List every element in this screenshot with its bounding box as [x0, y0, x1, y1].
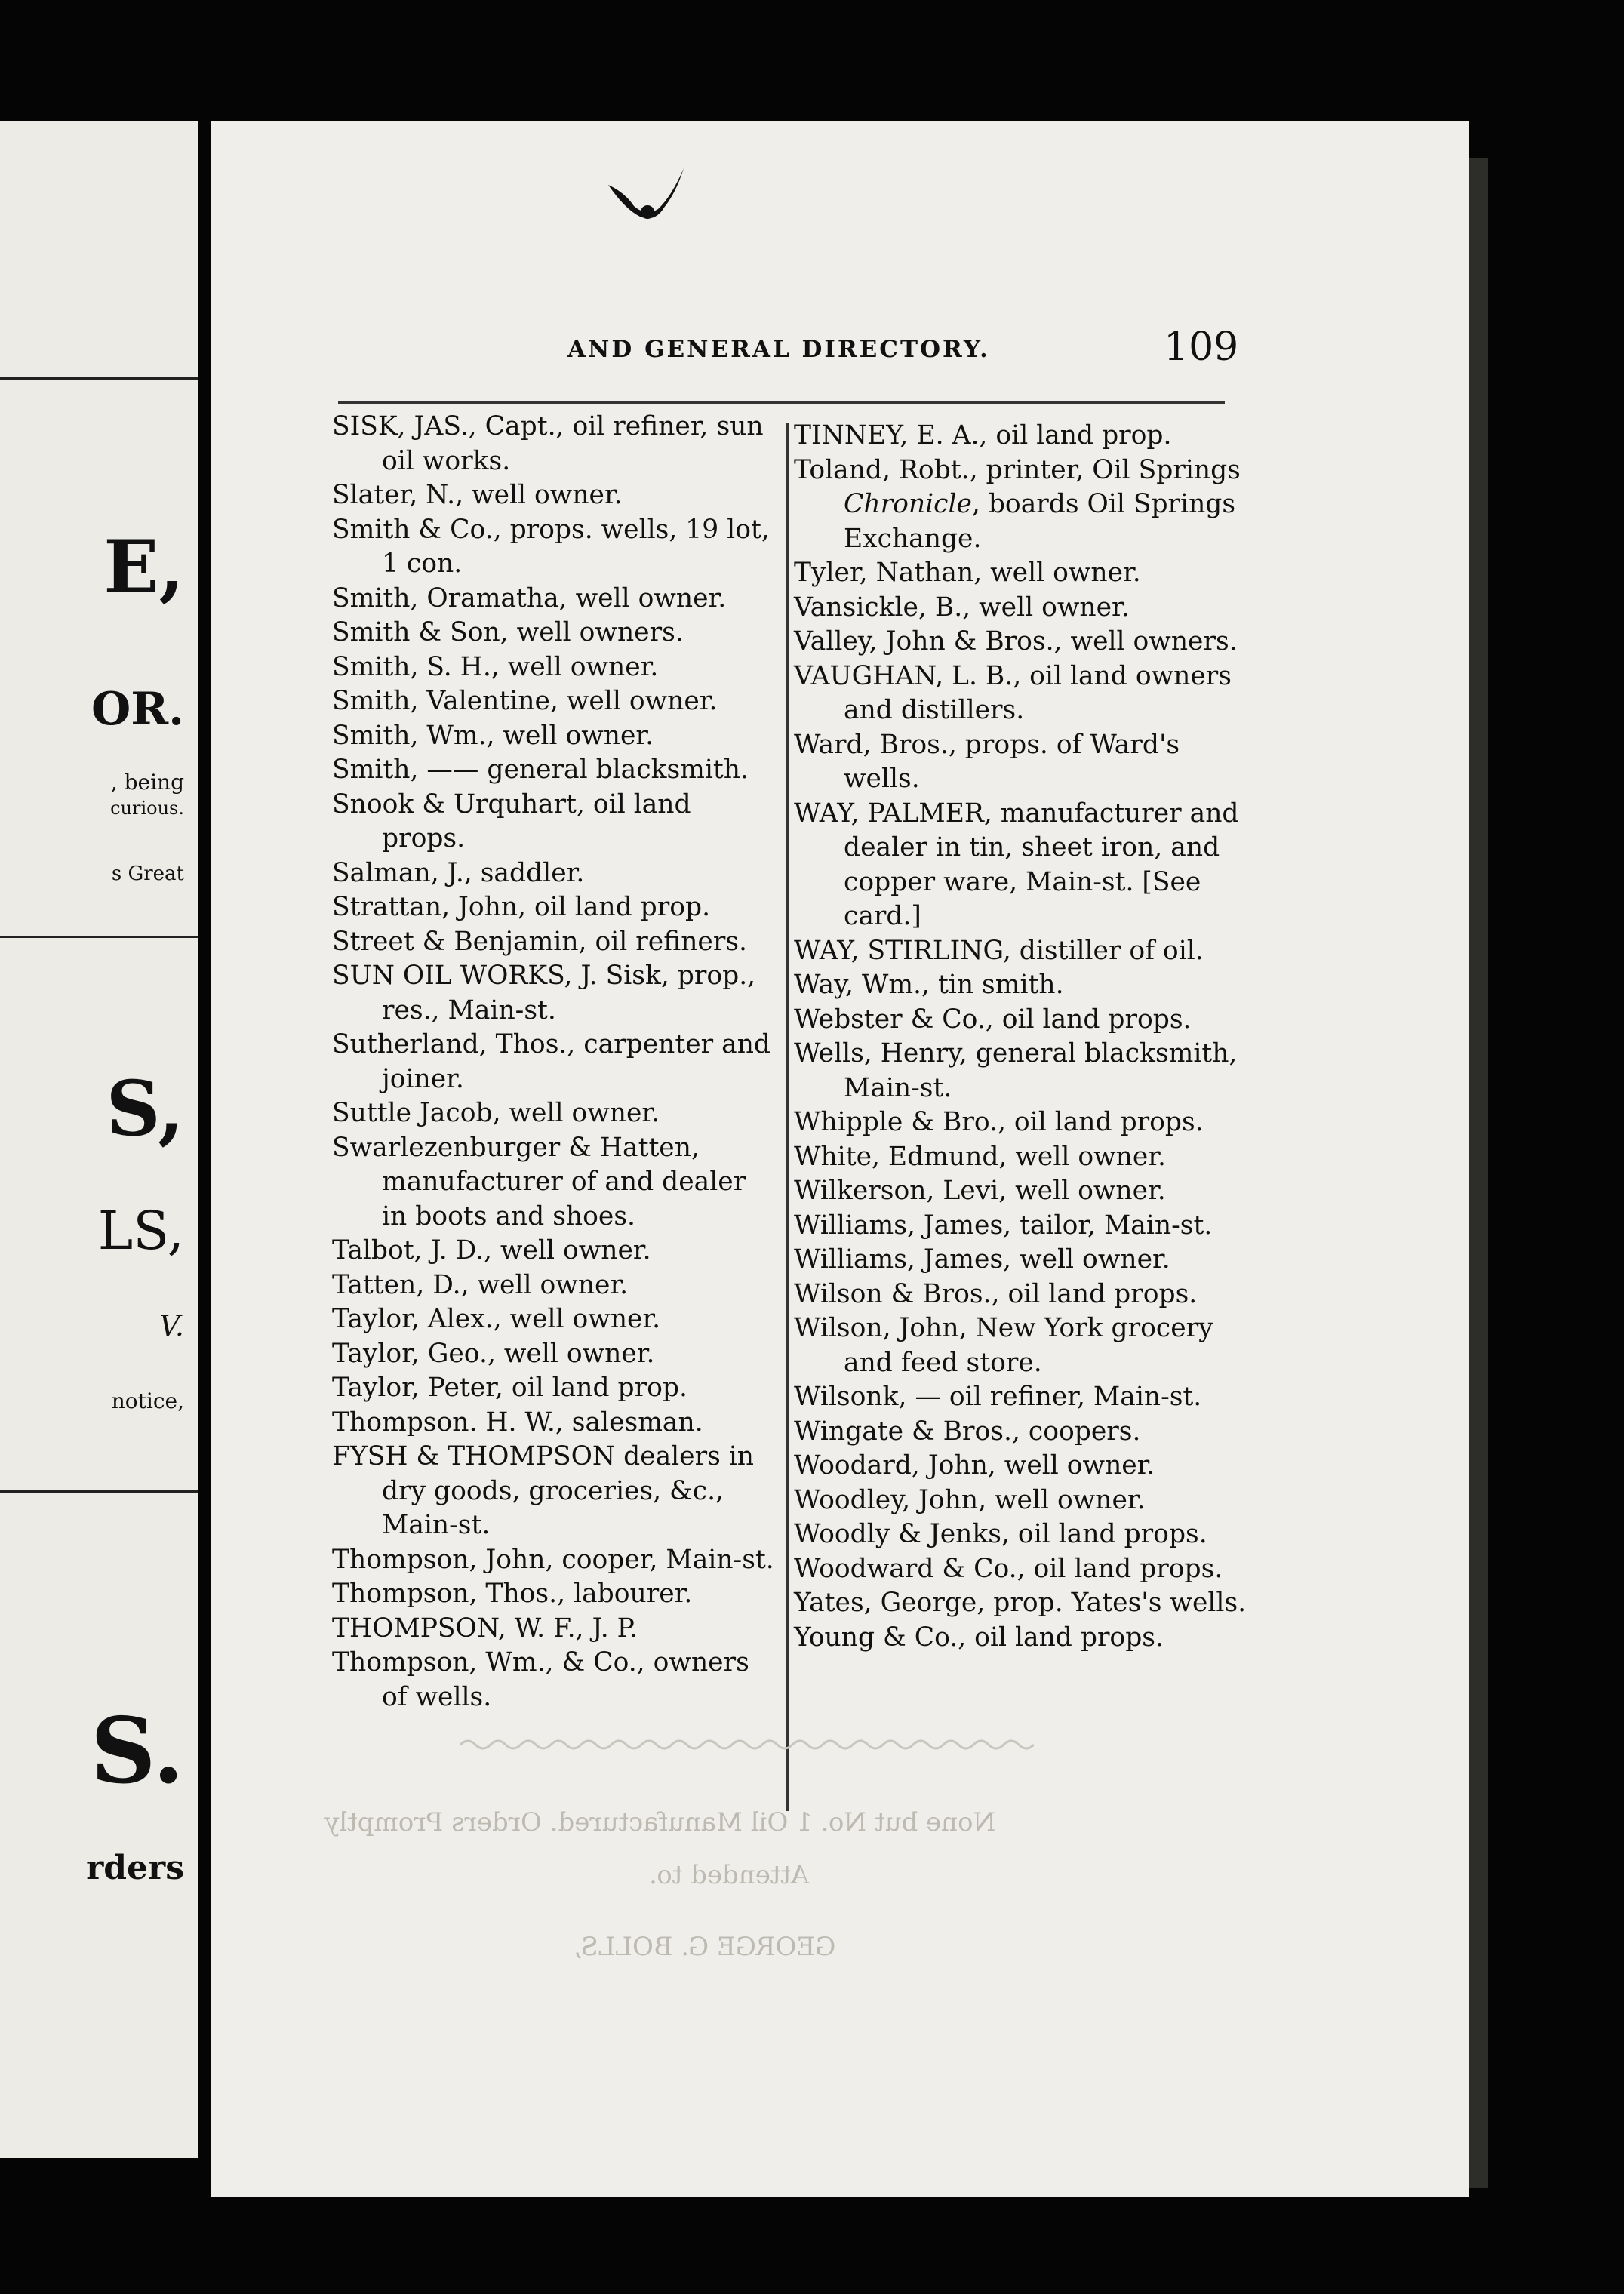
directory-entry: Smith & Co., props. wells, 19 lot, 1 con.	[332, 514, 770, 579]
directory-entry: Way, Wm., tin smith.	[794, 970, 1064, 1000]
directory-entry: Slater, N., well owner.	[332, 480, 623, 510]
fragment-text: OR.	[91, 683, 184, 736]
fragment-text: s Great	[111, 863, 184, 885]
directory-entry: Wells, Henry, general blacksmith, Main-st.	[794, 1038, 1238, 1103]
directory-entry: Woodley, John, well owner.	[794, 1484, 1146, 1515]
show-through-text: None but No. 1 Oil Manufactured. Orders Promptly	[324, 1807, 996, 1837]
directory-entry: Wilsonk, — oil refiner, Main-st.	[794, 1382, 1202, 1412]
fragment-text: S.	[90, 1698, 184, 1804]
directory-entry: Webster & Co., oil land props.	[794, 1004, 1192, 1035]
directory-entry: Thompson, Wm., & Co., owners of wells.	[332, 1647, 749, 1712]
directory-entry: Williams, James, tailor, Main-st.	[794, 1210, 1213, 1241]
directory-entry: Tatten, D., well owner.	[332, 1269, 629, 1300]
fragment-text: , being	[110, 770, 184, 795]
directory-entry: Williams, James, well owner.	[794, 1244, 1170, 1275]
fragment-text: notice,	[111, 1388, 184, 1413]
directory-entry: Salman, J., saddler.	[332, 857, 585, 888]
directory-entry: Young & Co., oil land props.	[794, 1622, 1164, 1653]
fragment-text: LS,	[97, 1200, 184, 1262]
directory-entry: VAUGHAN, L. B., oil land owners and distillers.	[794, 660, 1232, 725]
directory-entry: Street & Benjamin, oil refiners.	[332, 926, 748, 957]
directory-entry: Smith, Oramatha, well owner.	[332, 583, 727, 613]
directory-entry: Smith, S. H., well owner.	[332, 651, 659, 682]
left-page-fragment	[0, 121, 198, 2158]
directory-entry: Swarlezenburger & Hatten, manufacturer of and dealer in boots and shoes.	[332, 1132, 746, 1232]
directory-entry: White, Edmund, well owner.	[794, 1141, 1166, 1172]
fragment-text: rders	[86, 1849, 184, 1887]
directory-entry: Wilson, John, New York grocery and feed store.	[794, 1313, 1213, 1378]
directory-entry: Woodward & Co., oil land props.	[794, 1553, 1223, 1584]
entry-text: Toland, Robt., printer, Oil Springs	[794, 454, 1241, 485]
directory-entry: Whipple & Bro., oil land props.	[794, 1107, 1204, 1137]
directory-entry: SISK, JAS., Capt., oil refiner, sun oil works.	[332, 411, 764, 476]
page-number: 109	[1164, 324, 1239, 370]
directory-entry: TINNEY, E. A., oil land prop.	[794, 420, 1172, 450]
directory-entry: Sutherland, Thos., carpenter and joiner.	[332, 1029, 771, 1094]
page-edge-shadow	[1469, 158, 1488, 2188]
directory-page	[211, 121, 1469, 2197]
directory-entry: Woodly & Jenks, oil land props.	[794, 1519, 1207, 1549]
directory-entry: THOMPSON, W. F., J. P.	[332, 1613, 638, 1644]
directory-entry: Wilson & Bros., oil land props.	[794, 1278, 1198, 1309]
divider	[0, 936, 198, 938]
directory-entry: Tyler, Nathan, well owner.	[794, 558, 1141, 588]
directory-entry: Ward, Bros., props. of Ward's wells.	[794, 729, 1180, 794]
fragment-text: V.	[159, 1309, 184, 1342]
fragment-text: E,	[103, 524, 184, 610]
fragment-text: S,	[106, 1064, 184, 1153]
show-through-text: GEORGE G. BOLLS,	[574, 1932, 836, 1962]
show-through-text: Attended to.	[649, 1860, 810, 1890]
header-rule	[338, 401, 1225, 404]
directory-entry: Taylor, Geo., well owner.	[332, 1338, 655, 1369]
directory-entry: Taylor, Peter, oil land prop.	[332, 1373, 687, 1403]
directory-entry: Vansickle, B., well owner.	[794, 592, 1130, 623]
decorative-rule	[460, 1736, 1034, 1754]
directory-entry: Smith, —— general blacksmith.	[332, 755, 749, 785]
directory-entry: Yates, George, prop. Yates's wells.	[794, 1588, 1247, 1618]
divider	[0, 1490, 198, 1493]
directory-entry: Smith, Wm., well owner.	[332, 720, 654, 751]
directory-entry: WAY, STIRLING, distiller of oil.	[794, 935, 1204, 966]
directory-entry: Wingate & Bros., coopers.	[794, 1416, 1141, 1447]
directory-entry: Talbot, J. D., well owner.	[332, 1235, 651, 1265]
directory-entry: Smith, Valentine, well owner.	[332, 686, 718, 716]
directory-entry: Wilkerson, Levi, well owner.	[794, 1176, 1166, 1206]
directory-entry: Taylor, Alex., well owner.	[332, 1304, 661, 1334]
directory-entry: Suttle Jacob, well owner.	[332, 1098, 660, 1128]
directory-entry: FYSH & THOMPSON dealers in dry goods, groceries, &c., Main-st.	[332, 1441, 755, 1540]
divider	[0, 377, 198, 380]
directory-entry: WAY, PALMER, manufacturer and dealer in tin, sheet iron, and copper ware, Main-st. [See card.]	[794, 798, 1239, 931]
fragment-text: curious.	[110, 798, 184, 819]
directory-entry: Thompson, Thos., labourer.	[332, 1579, 693, 1609]
newspaper-title: Chronicle	[844, 489, 972, 519]
directory-entry	[794, 454, 1247, 557]
directory-entry: Snook & Urquhart, oil land props.	[332, 789, 691, 853]
decorative-ornament-icon	[602, 162, 693, 230]
right-column	[794, 419, 1247, 1655]
directory-entry: SUN OIL WORKS, J. Sisk, prop., res., Main-st.	[332, 961, 756, 1026]
directory-entry: Thompson. H. W., salesman.	[332, 1407, 703, 1438]
directory-entry: Strattan, John, oil land prop.	[332, 892, 711, 922]
column-rule	[786, 423, 789, 1811]
directory-entry: Smith & Son, well owners.	[332, 617, 684, 647]
directory-entry: Woodard, John, well owner.	[794, 1450, 1155, 1481]
running-title: AND GENERAL DIRECTORY.	[567, 336, 990, 363]
directory-entry: Valley, John & Bros., well owners.	[794, 626, 1238, 657]
left-column	[332, 410, 779, 1714]
directory-entry: Thompson, John, cooper, Main-st.	[332, 1544, 774, 1575]
entry-text: , boards Oil Springs Exchange.	[844, 489, 1236, 554]
